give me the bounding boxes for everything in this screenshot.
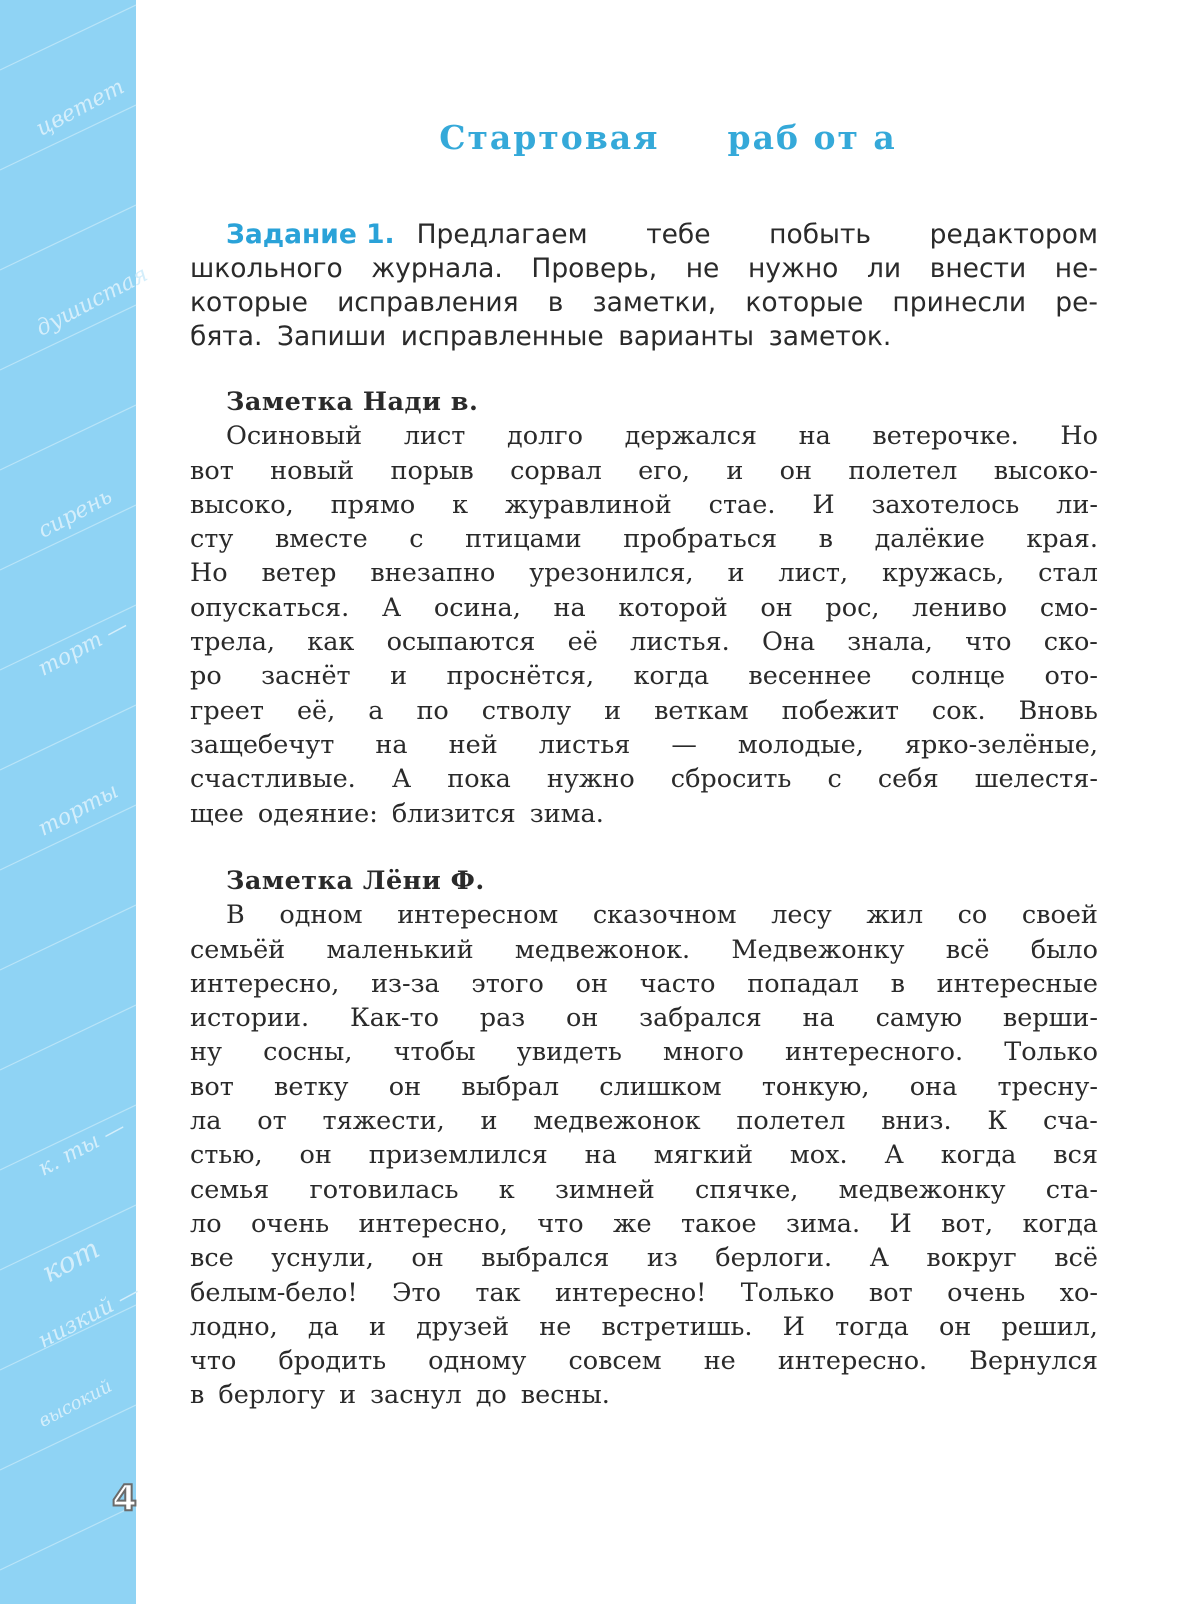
margin-word: кот (36, 1231, 105, 1290)
note-heading: Заметка Нади в. (226, 387, 479, 417)
page-number: 4 (112, 1478, 138, 1519)
title-part-1: Стартовая (439, 118, 660, 157)
text-line: греет её, а по стволу и веткам побежит сок. Вновь (190, 695, 1098, 726)
text-line: ла от тяжести, и медвежонок полетел вниз. К сча- (190, 1106, 1098, 1137)
text-line: в берлогу и заснул до весны. (190, 1380, 610, 1411)
text-line: защебечут на ней листья — молодые, ярко-зелёные, (190, 729, 1098, 760)
note-body (190, 419, 1098, 831)
text-line: счастливые. А пока нужно сбросить с себя шелестя- (190, 764, 1098, 795)
note-nadya (190, 385, 1098, 831)
task-line: которые исправления в заметки, которые принесли ре- (190, 287, 1098, 318)
task-line (190, 218, 1098, 252)
note-lenya (190, 864, 1098, 1413)
margin-word: торт — (34, 613, 133, 682)
task-block (190, 218, 1098, 354)
margin-word: цветет (32, 74, 129, 142)
note-heading: Заметка Лёни Ф. (226, 866, 485, 896)
text-line: Но ветер внезапно урезонился, и лист, кружась, стал (190, 558, 1098, 589)
text-line: ро заснёт и проснётся, когда весеннее солнце ото- (190, 661, 1098, 692)
text-line: опускаться. А осина, на которой он рос, лениво смо- (190, 592, 1098, 623)
text-line: что бродить одному совсем не интересно. Вернулся (190, 1346, 1098, 1377)
margin-strip (0, 0, 153, 1604)
margin-word: торты (34, 778, 123, 842)
margin-word: высокий (35, 1375, 116, 1432)
task-line: бята. Запиши исправленные варианты заметок. (190, 321, 892, 352)
text-line: В одном интересном сказочном лесу жил со своей (226, 900, 1098, 931)
task-line: школьного журнала. Проверь, не нужно ли внести не- (190, 253, 1098, 284)
text-line: вот новый порыв сорвал его, и он полетел высоко- (190, 455, 1098, 486)
margin-word: сирень (34, 483, 117, 544)
margin-word: душистая (32, 261, 153, 342)
text-line: ну сосны, чтобы увидеть много интересного. Только (190, 1037, 1098, 1068)
task-label: Задание 1. (226, 219, 395, 250)
margin-word: к. ты — (34, 1114, 130, 1182)
note-body (190, 898, 1098, 1412)
text-line: сту вместе с птицами пробраться в далёкие края. (190, 524, 1098, 555)
text-line: щее одеяние: близится зима. (190, 798, 604, 829)
text-line: стью, он приземлился на мягкий мох. А когда вся (190, 1140, 1098, 1171)
margin-word: низкий — (34, 1279, 144, 1354)
text-line: Осиновый лист долго держался на ветерочке. Но (226, 421, 1098, 452)
text-line: высоко, прямо к журавлиной стае. И захотелось ли- (190, 489, 1098, 520)
title-part-2: раб от а (727, 118, 897, 157)
text-line: интересно, из-за этого он часто попадал в интересные (190, 968, 1098, 999)
text-line: вот ветку он выбрал слишком тонкую, она тресну- (190, 1071, 1098, 1102)
task-line-text: Предлагаем тебе побыть редактором (416, 219, 1098, 250)
text-line: истории. Как-то раз он забрался на самую верши- (190, 1003, 1098, 1034)
text-line: белым-бело! Это так интересно! Только вот очень хо- (190, 1277, 1098, 1308)
text-line: ло очень интересно, что же такое зима. И вот, когда (190, 1208, 1098, 1239)
text-line: семьёй маленький медвежонок. Медвежонку всё было (190, 934, 1098, 965)
page-title (0, 118, 1200, 157)
text-line: семья готовилась к зимней спячке, медвежонку ста- (190, 1174, 1098, 1205)
text-line: лодно, да и друзей не встретишь. И тогда он решил, (190, 1311, 1098, 1342)
text-line: трела, как осыпаются её листья. Она знала, что ско- (190, 627, 1098, 658)
text-line: все уснули, он выбрался из берлоги. А вокруг всё (190, 1243, 1098, 1274)
